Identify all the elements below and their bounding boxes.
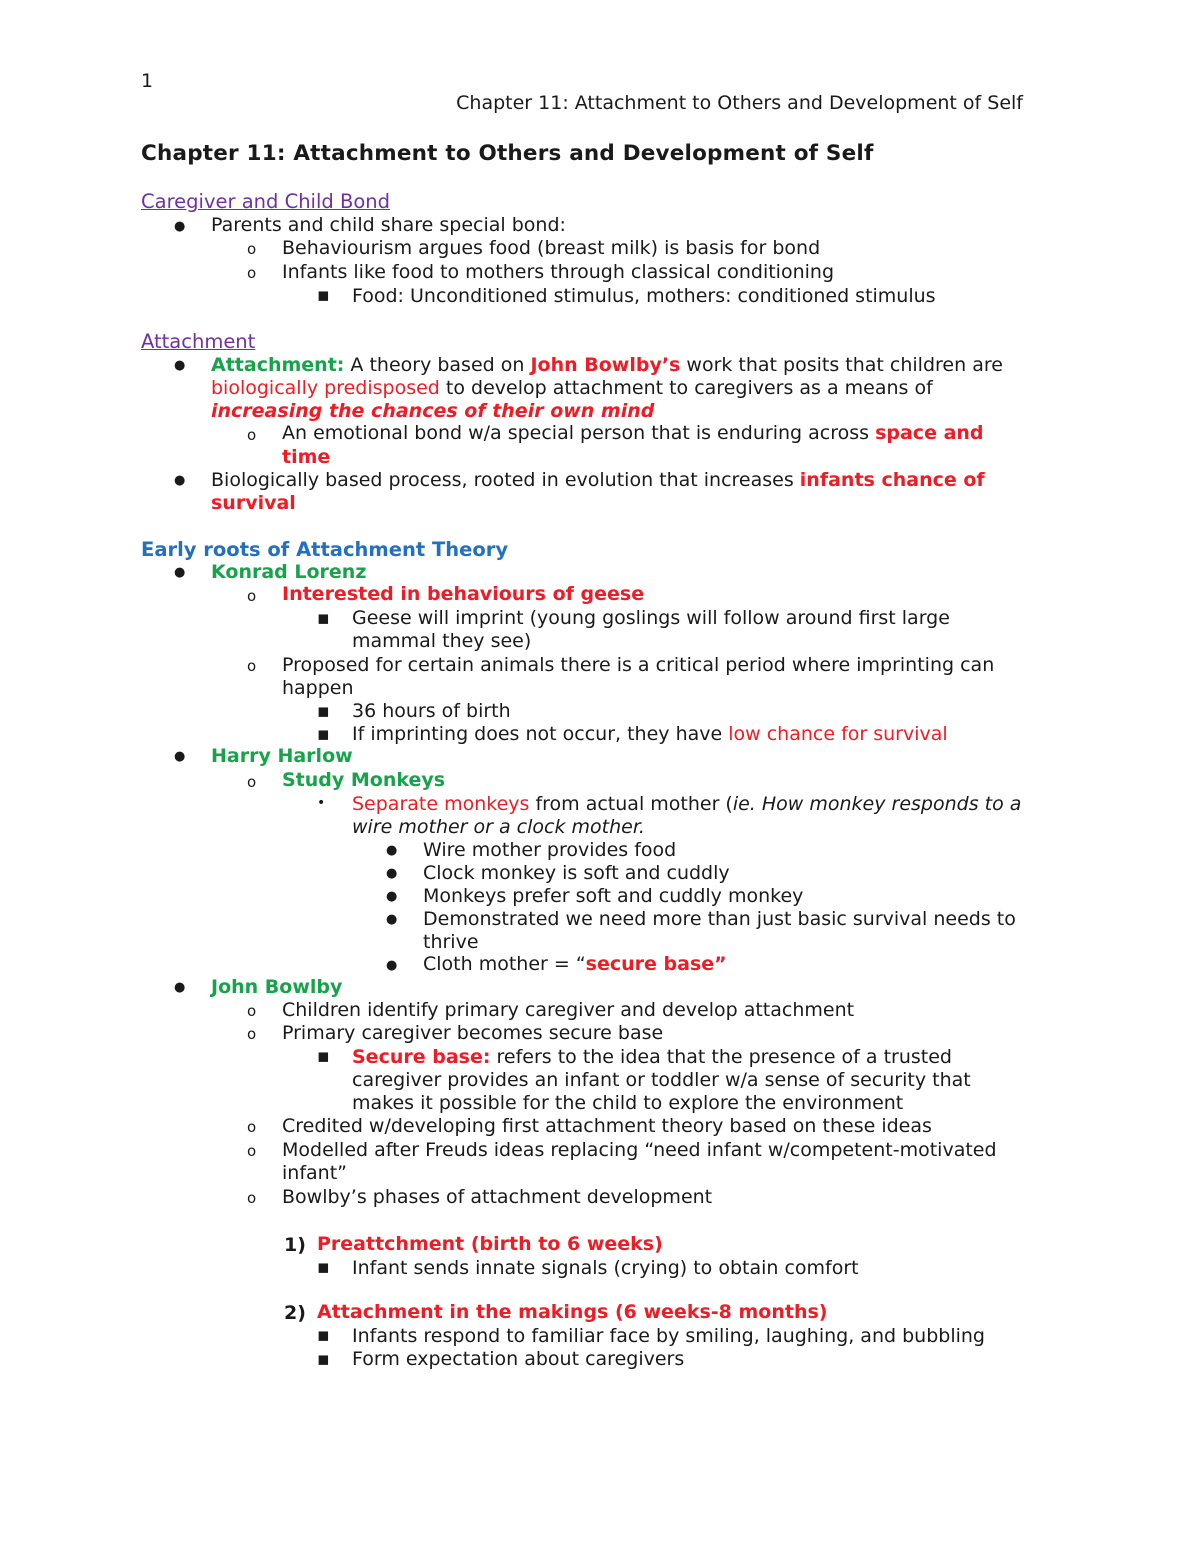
section-heading-attachment: Attachment <box>141 330 256 353</box>
list-item: Modelled after Freuds ideas replacing “need infant w/competent-motivated <box>282 1139 997 1161</box>
list-item-continued: caregiver provides an infant or toddler w/a sense of security that <box>352 1069 971 1091</box>
page-number: 1 <box>141 70 154 92</box>
list-item-continued: mammal they see) <box>352 630 532 652</box>
list-item: If imprinting does not occur, they have low chance for survival <box>352 723 948 745</box>
list-item-continued: time <box>282 446 331 468</box>
phase-heading: Preattchment (birth to 6 weeks) <box>317 1233 663 1255</box>
bullet-icon <box>247 426 256 444</box>
list-item: Credited w/developing first attachment theory based on these ideas <box>282 1115 932 1137</box>
list-item: Biologically based process, rooted in evolution that increases infants chance of <box>211 469 985 491</box>
bullet-icon <box>317 607 330 629</box>
list-item: Interested in behaviours of geese <box>282 583 645 605</box>
list-item: John Bowlby <box>211 976 343 998</box>
bullet-icon <box>247 1142 256 1160</box>
list-item: Parents and child share special bond: <box>211 214 566 236</box>
list-item: Harry Harlow <box>211 745 353 767</box>
section-heading-early-roots: Early roots of Attachment Theory <box>141 538 509 561</box>
list-item: Infants respond to familiar face by smiling, laughing, and bubbling <box>352 1325 985 1347</box>
list-item: Food: Unconditioned stimulus, mothers: conditioned stimulus <box>352 285 936 307</box>
bullet-icon: • <box>317 795 326 811</box>
list-item: Primary caregiver becomes secure base <box>282 1022 664 1044</box>
page-title: Chapter 11: Attachment to Others and Development of Self <box>141 141 874 166</box>
bullet-icon <box>317 700 330 722</box>
list-item: An emotional bond w/a special person that is enduring across space and <box>282 422 984 444</box>
list-item: Study Monkeys <box>282 769 446 791</box>
list-item: Cloth mother = “secure base” <box>423 953 727 975</box>
bullet-icon <box>386 843 397 858</box>
list-item: Behaviourism argues food (breast milk) is basis for bond <box>282 237 821 259</box>
bullet-icon <box>317 284 330 306</box>
bullet-icon <box>247 240 256 258</box>
bullet-icon <box>247 587 256 605</box>
bullet-icon <box>174 749 185 764</box>
phase-number: 1) <box>284 1234 306 1256</box>
bullet-icon <box>386 958 397 973</box>
bullet-icon <box>247 1002 256 1020</box>
bullet-icon <box>317 1324 330 1346</box>
list-item: Proposed for certain animals there is a critical period where imprinting can <box>282 654 995 676</box>
bullet-icon <box>386 912 397 927</box>
list-item: Secure base: refers to the idea that the presence of a trusted <box>352 1046 952 1068</box>
bullet-icon <box>247 1189 256 1207</box>
list-item-continued: increasing the chances of their own mind <box>211 400 655 422</box>
list-item: Form expectation about caregivers <box>352 1348 685 1370</box>
list-item-continued: infant” <box>282 1162 347 1184</box>
list-item: Wire mother provides food <box>423 839 677 861</box>
list-item: Children identify primary caregiver and develop attachment <box>282 999 855 1021</box>
phase-number: 2) <box>284 1302 306 1324</box>
list-item: Attachment: A theory based on John Bowlby’s work that posits that children are <box>211 354 1003 376</box>
bullet-icon <box>247 1118 256 1136</box>
list-item: 36 hours of birth <box>352 700 511 722</box>
bullet-icon <box>317 1348 330 1370</box>
bullet-icon <box>247 657 256 675</box>
list-item: Bowlby’s phases of attachment development <box>282 1186 713 1208</box>
bullet-icon <box>174 565 185 580</box>
list-item-continued: survival <box>211 492 296 514</box>
list-item: Separate monkeys from actual mother (ie. How monkey responds to a <box>352 793 1022 815</box>
bullet-icon <box>317 1045 330 1067</box>
running-header: Chapter 11: Attachment to Others and Development of Self <box>456 92 1023 114</box>
list-item-continued: makes it possible for the child to explore the environment <box>352 1092 904 1114</box>
bullet-icon <box>174 219 185 234</box>
list-item-continued: wire mother or a clock mother. <box>352 816 645 838</box>
list-item: Monkeys prefer soft and cuddly monkey <box>423 885 804 907</box>
list-item-continued: thrive <box>423 931 479 953</box>
list-item: Demonstrated we need more than just basic survival needs to <box>423 908 1016 930</box>
list-item-continued: happen <box>282 677 354 699</box>
list-item: Clock monkey is soft and cuddly <box>423 862 730 884</box>
list-item: Konrad Lorenz <box>211 561 367 583</box>
list-item: Infant sends innate signals (crying) to obtain comfort <box>352 1257 859 1279</box>
bullet-icon <box>247 773 256 791</box>
bullet-icon <box>174 473 185 488</box>
list-item: Geese will imprint (young goslings will follow around first large <box>352 607 950 629</box>
bullet-icon <box>386 889 397 904</box>
section-heading-caregiver: Caregiver and Child Bond <box>141 190 391 213</box>
list-item: Infants like food to mothers through classical conditioning <box>282 261 835 283</box>
bullet-icon <box>174 980 185 995</box>
list-item-continued: biologically predisposed to develop attachment to caregivers as a means of <box>211 377 933 399</box>
phase-heading: Attachment in the makings (6 weeks-8 months) <box>317 1301 828 1323</box>
bullet-icon <box>247 1025 256 1043</box>
bullet-icon <box>317 1256 330 1278</box>
bullet-icon <box>386 866 397 881</box>
bullet-icon <box>317 723 330 745</box>
bullet-icon <box>174 358 185 373</box>
bullet-icon <box>247 264 256 282</box>
